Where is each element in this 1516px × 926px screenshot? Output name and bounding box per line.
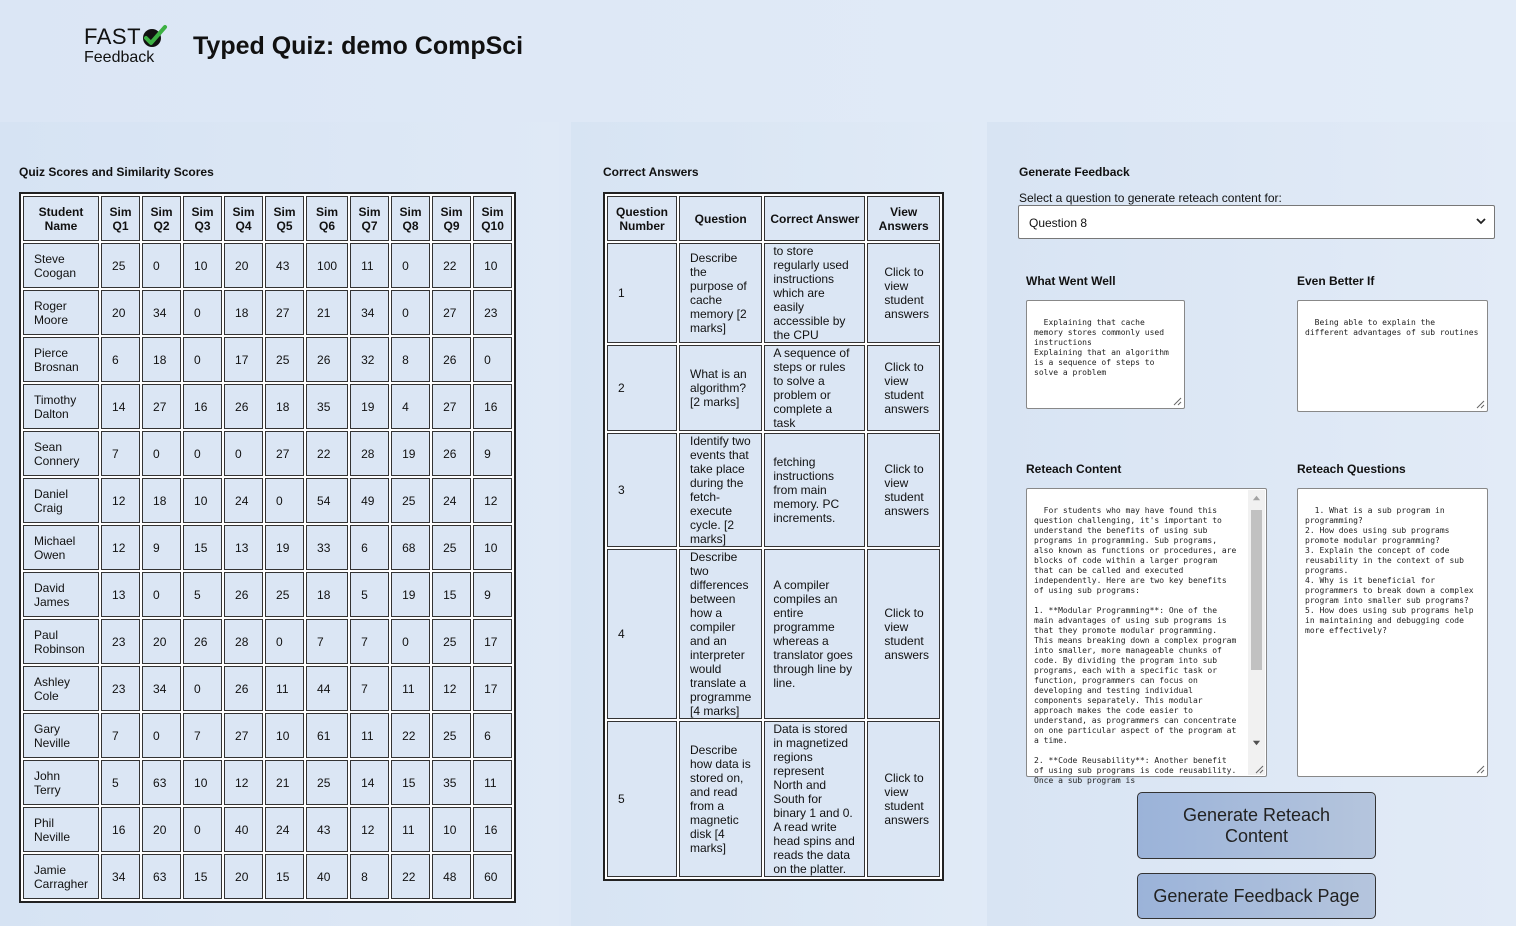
even-better-if-text: Being able to explain the different advantages of sub routines	[1305, 318, 1479, 337]
score-cell: 32	[350, 337, 389, 382]
score-cell: 17	[473, 666, 512, 711]
score-cell: 9	[473, 431, 512, 476]
score-cell: 23	[101, 619, 140, 664]
score-cell: 44	[306, 666, 348, 711]
score-cell: 10	[265, 713, 304, 758]
reteach-questions-title: Reteach Questions	[1297, 462, 1406, 476]
header-sim-q7: Sim Q7	[350, 196, 389, 241]
fast-feedback-logo[interactable]	[84, 22, 174, 72]
score-cell: 16	[183, 384, 222, 429]
score-cell: 0	[142, 243, 181, 288]
answers-section-title: Correct Answers	[603, 165, 699, 179]
page-title: Typed Quiz: demo CompSci	[193, 32, 524, 60]
score-cell: 0	[183, 666, 222, 711]
resize-handle-icon[interactable]	[1172, 396, 1182, 406]
score-cell: 24	[224, 478, 263, 523]
question-select-label: Select a question to generate reteach content for:	[1019, 191, 1282, 205]
student-name-cell: Jamie Carragher	[23, 854, 99, 899]
question-text-cell: What is an algorithm? [2 marks]	[679, 345, 762, 431]
score-cell: 0	[391, 619, 430, 664]
correct-answer-cell: A compiler compiles an entire programme whereas a translator goes through line by line.	[764, 549, 865, 719]
score-cell: 16	[473, 384, 512, 429]
view-answers-link[interactable]: Click to view student answers	[867, 243, 940, 343]
score-cell: 19	[391, 572, 430, 617]
score-cell: 12	[101, 478, 140, 523]
reteach-content-textarea[interactable]	[1026, 488, 1267, 785]
score-cell: 5	[183, 572, 222, 617]
score-cell: 43	[265, 243, 304, 288]
score-cell: 0	[142, 713, 181, 758]
score-cell: 40	[306, 854, 348, 899]
score-cell: 20	[142, 619, 181, 664]
header-sim-q2: Sim Q2	[142, 196, 181, 241]
score-cell: 63	[142, 854, 181, 899]
answers-header-cell: Question	[679, 196, 762, 241]
score-cell: 26	[432, 431, 471, 476]
score-cell: 33	[306, 525, 348, 570]
scroll-thumb[interactable]	[1251, 510, 1262, 670]
score-cell: 12	[350, 807, 389, 852]
score-cell: 0	[183, 290, 222, 335]
header-sim-q4: Sim Q4	[224, 196, 263, 241]
table-row	[23, 572, 512, 617]
table-row	[607, 345, 940, 431]
score-cell: 43	[306, 807, 348, 852]
score-cell: 21	[306, 290, 348, 335]
student-name-cell: John Terry	[23, 760, 99, 805]
score-cell: 25	[265, 572, 304, 617]
what-went-well-textarea[interactable]	[1026, 300, 1185, 409]
score-cell: 27	[432, 384, 471, 429]
score-cell: 61	[306, 713, 348, 758]
resize-handle-icon[interactable]	[1475, 399, 1485, 409]
score-cell: 5	[101, 760, 140, 805]
question-number-cell: 4	[607, 549, 677, 719]
score-cell: 0	[183, 337, 222, 382]
score-cell: 35	[432, 760, 471, 805]
score-cell: 6	[101, 337, 140, 382]
score-cell: 18	[224, 290, 263, 335]
view-answers-link[interactable]: Click to view student answers	[867, 433, 940, 547]
question-select[interactable]	[1018, 205, 1495, 239]
score-cell: 12	[432, 666, 471, 711]
score-cell: 13	[224, 525, 263, 570]
header-sim-q6: Sim Q6	[306, 196, 348, 241]
scroll-down-icon[interactable]	[1252, 738, 1261, 747]
student-name-cell: Ashley Cole	[23, 666, 99, 711]
header-sim-q10: Sim Q10	[473, 196, 512, 241]
header	[0, 0, 1516, 122]
student-name-cell: Daniel Craig	[23, 478, 99, 523]
question-select-value: Question 8	[1029, 216, 1088, 230]
score-cell: 19	[391, 431, 430, 476]
logo-feedback-text: Feedback	[84, 49, 155, 66]
score-cell: 49	[350, 478, 389, 523]
question-number-cell: 1	[607, 243, 677, 343]
reteach-questions-text: 1. What is a sub program in programming? 2. How does using sub programs promote modular programming? 3. Explain the concept of code reusability in the context of sub programs. 4. Why is it beneficial for programmers to break down a complex program into smaller sub programs? 5. How does using sub programs help in maintaining and debugging code more effectively?	[1305, 506, 1474, 635]
score-cell: 11	[350, 713, 389, 758]
view-answers-link[interactable]: Click to view student answers	[867, 345, 940, 431]
table-row	[23, 384, 512, 429]
score-cell: 54	[306, 478, 348, 523]
question-text-cell: Describe the purpose of cache memory [2 marks]	[679, 243, 762, 343]
header-sim-q3: Sim Q3	[183, 196, 222, 241]
score-cell: 34	[142, 666, 181, 711]
score-cell: 27	[432, 290, 471, 335]
score-cell: 18	[306, 572, 348, 617]
header-sim-q1: Sim Q1	[101, 196, 140, 241]
score-cell: 25	[265, 337, 304, 382]
header-sim-q5: Sim Q5	[265, 196, 304, 241]
correct-answer-cell: fetching instructions from main memory. PC increments.	[764, 433, 865, 547]
view-answers-link[interactable]: Click to view student answers	[867, 549, 940, 719]
score-cell: 28	[224, 619, 263, 664]
table-row	[607, 243, 940, 343]
score-cell: 0	[142, 431, 181, 476]
question-text-cell: Identify two events that take place during the fetch-execute cycle. [2 marks]	[679, 433, 762, 547]
generate-feedback-page-button[interactable]: Generate Feedback Page	[1137, 873, 1376, 919]
what-went-well-title: What Went Well	[1026, 274, 1116, 288]
score-cell: 22	[391, 713, 430, 758]
table-row	[607, 433, 940, 547]
score-cell: 15	[183, 525, 222, 570]
score-cell: 7	[350, 666, 389, 711]
score-cell: 10	[183, 478, 222, 523]
header-student-name: Student Name	[23, 196, 99, 241]
scores-header-row	[23, 196, 512, 241]
score-cell: 24	[432, 478, 471, 523]
score-cell: 12	[224, 760, 263, 805]
score-cell: 14	[350, 760, 389, 805]
resize-handle-icon[interactable]	[1254, 764, 1264, 774]
score-cell: 16	[101, 807, 140, 852]
score-cell: 15	[265, 854, 304, 899]
score-cell: 10	[183, 243, 222, 288]
score-cell: 25	[432, 619, 471, 664]
score-cell: 20	[142, 807, 181, 852]
score-cell: 10	[473, 243, 512, 288]
table-row	[23, 243, 512, 288]
table-row	[23, 525, 512, 570]
score-cell: 9	[142, 525, 181, 570]
score-cell: 26	[306, 337, 348, 382]
table-row	[23, 807, 512, 852]
score-cell: 18	[265, 384, 304, 429]
score-cell: 17	[473, 619, 512, 664]
score-cell: 34	[350, 290, 389, 335]
score-cell: 28	[350, 431, 389, 476]
question-text-cell: Describe how data is stored on, and read from a magnetic disk [4 marks]	[679, 721, 762, 877]
table-row	[23, 431, 512, 476]
score-cell: 26	[224, 572, 263, 617]
score-cell: 0	[265, 478, 304, 523]
score-cell: 18	[142, 478, 181, 523]
table-row	[23, 666, 512, 711]
correct-answer-cell: Data is stored in magnetized regions represent North and South for binary 1 and 0. A read write head spins and reads the data on the platter.	[764, 721, 865, 877]
score-cell: 27	[265, 290, 304, 335]
score-cell: 100	[306, 243, 348, 288]
answers-header-cell: Question Number	[607, 196, 677, 241]
student-name-cell: Timothy Dalton	[23, 384, 99, 429]
question-text-cell: Describe two differences between how a compiler and an interpreter would translate a programme [4 marks]	[679, 549, 762, 719]
score-cell: 40	[224, 807, 263, 852]
score-cell: 68	[391, 525, 430, 570]
score-cell: 11	[391, 807, 430, 852]
score-cell: 11	[473, 760, 512, 805]
score-cell: 20	[224, 854, 263, 899]
score-cell: 7	[306, 619, 348, 664]
table-row	[23, 478, 512, 523]
score-cell: 11	[265, 666, 304, 711]
score-cell: 0	[391, 290, 430, 335]
score-cell: 12	[473, 478, 512, 523]
table-row	[607, 549, 940, 719]
answers-header-cell: Correct Answer	[764, 196, 865, 241]
score-cell: 22	[306, 431, 348, 476]
reteach-content-title: Reteach Content	[1026, 462, 1122, 476]
score-cell: 27	[265, 431, 304, 476]
header-sim-q8: Sim Q8	[391, 196, 430, 241]
score-cell: 20	[224, 243, 263, 288]
student-name-cell: Steve Coogan	[23, 243, 99, 288]
what-went-well-text: Explaining that cache memory stores commonly used instructions Explaining that an algorithm is a sequence of steps to solve a problem	[1034, 318, 1169, 377]
logo-fast-text: FAST	[84, 24, 142, 49]
chevron-down-icon	[1476, 216, 1486, 226]
score-cell: 10	[473, 525, 512, 570]
score-cell: 34	[142, 290, 181, 335]
score-cell: 13	[101, 572, 140, 617]
student-name-cell: Michael Owen	[23, 525, 99, 570]
score-cell: 63	[142, 760, 181, 805]
score-cell: 4	[391, 384, 430, 429]
score-cell: 25	[306, 760, 348, 805]
table-row	[23, 713, 512, 758]
answers-header-cell: View Answers	[867, 196, 940, 241]
score-cell: 5	[350, 572, 389, 617]
generate-reteach-button[interactable]: Generate Reteach Content	[1137, 792, 1376, 859]
score-cell: 0	[473, 337, 512, 382]
score-cell: 25	[432, 525, 471, 570]
checkmark-icon	[138, 24, 168, 48]
student-name-cell: Pierce Brosnan	[23, 337, 99, 382]
student-name-cell: David James	[23, 572, 99, 617]
view-answers-link[interactable]: Click to view student answers	[867, 721, 940, 877]
table-row	[23, 854, 512, 899]
score-cell: 19	[350, 384, 389, 429]
student-name-cell: Roger Moore	[23, 290, 99, 335]
score-cell: 15	[391, 760, 430, 805]
table-row	[23, 760, 512, 805]
score-cell: 11	[350, 243, 389, 288]
feedback-section-title: Generate Feedback	[1019, 165, 1130, 179]
reteach-content-text: For students who may have found this question challenging, it's important to understand the benefits of using sub programs in programming. Sub programs, also known as functions or procedures, are blocks of code within a larger program that can be called and executed independently. Here are two key benefits of using sub programs: 1. **Modular Programming**: One of the main advantages of using sub programs is that they promote modular programming. This means breaking down a complex program into smaller, more manageable chunks of code. By dividing the program into sub programs, each with a specific task or function, programmers can focus on developing and testing individual components separately. This modular approach makes the code easier to understand, as programmers can concentrate on one particular aspect of the program at a time. 2. **Code Reusability**: Another benefit of using sub programs is code reusability. Once a sub program is	[1034, 506, 1237, 785]
score-cell: 8	[350, 854, 389, 899]
score-cell: 27	[142, 384, 181, 429]
score-cell: 27	[224, 713, 263, 758]
score-cell: 0	[183, 431, 222, 476]
score-cell: 0	[391, 243, 430, 288]
score-cell: 12	[101, 525, 140, 570]
score-cell: 48	[432, 854, 471, 899]
score-cell: 15	[183, 854, 222, 899]
scores-section-title: Quiz Scores and Similarity Scores	[19, 165, 214, 179]
student-name-cell: Sean Connery	[23, 431, 99, 476]
table-row	[23, 337, 512, 382]
correct-answer-cell: to store regularly used instructions which are easily accessible by the CPU	[764, 243, 865, 343]
score-cell: 6	[350, 525, 389, 570]
student-name-cell: Gary Neville	[23, 713, 99, 758]
score-cell: 19	[265, 525, 304, 570]
score-cell: 17	[224, 337, 263, 382]
table-row	[23, 619, 512, 664]
scores-table	[19, 192, 516, 903]
answers-table	[603, 192, 944, 881]
score-cell: 0	[224, 431, 263, 476]
question-number-cell: 3	[607, 433, 677, 547]
header-sim-q9: Sim Q9	[432, 196, 471, 241]
student-name-cell: Paul Robinson	[23, 619, 99, 664]
score-cell: 25	[391, 478, 430, 523]
score-cell: 7	[101, 713, 140, 758]
even-better-if-title: Even Better If	[1297, 274, 1375, 288]
score-cell: 0	[142, 572, 181, 617]
score-cell: 10	[432, 807, 471, 852]
reteach-questions-textarea[interactable]	[1297, 488, 1488, 777]
score-cell: 0	[265, 619, 304, 664]
table-row	[607, 721, 940, 877]
scroll-up-icon[interactable]	[1252, 494, 1261, 503]
even-better-if-textarea[interactable]	[1297, 300, 1488, 412]
reteach-scrollbar[interactable]	[1248, 490, 1265, 775]
score-cell: 26	[183, 619, 222, 664]
score-cell: 26	[224, 666, 263, 711]
score-cell: 25	[101, 243, 140, 288]
score-cell: 35	[306, 384, 348, 429]
question-number-cell: 5	[607, 721, 677, 877]
score-cell: 25	[432, 713, 471, 758]
score-cell: 10	[183, 760, 222, 805]
score-cell: 14	[101, 384, 140, 429]
score-cell: 34	[101, 854, 140, 899]
score-cell: 16	[473, 807, 512, 852]
score-cell: 21	[265, 760, 304, 805]
answers-header-row	[607, 196, 940, 241]
score-cell: 26	[224, 384, 263, 429]
score-cell: 26	[432, 337, 471, 382]
score-cell: 24	[265, 807, 304, 852]
score-cell: 18	[142, 337, 181, 382]
score-cell: 23	[101, 666, 140, 711]
score-cell: 23	[473, 290, 512, 335]
question-number-cell: 2	[607, 345, 677, 431]
student-name-cell: Phil Neville	[23, 807, 99, 852]
score-cell: 6	[473, 713, 512, 758]
score-cell: 7	[101, 431, 140, 476]
score-cell: 20	[101, 290, 140, 335]
score-cell: 0	[183, 807, 222, 852]
score-cell: 22	[391, 854, 430, 899]
score-cell: 22	[432, 243, 471, 288]
score-cell: 60	[473, 854, 512, 899]
correct-answer-cell: A sequence of steps or rules to solve a problem or complete a task	[764, 345, 865, 431]
score-cell: 9	[473, 572, 512, 617]
score-cell: 7	[183, 713, 222, 758]
resize-handle-icon[interactable]	[1475, 764, 1485, 774]
score-cell: 7	[350, 619, 389, 664]
score-cell: 11	[391, 666, 430, 711]
score-cell: 8	[391, 337, 430, 382]
score-cell: 15	[432, 572, 471, 617]
table-row	[23, 290, 512, 335]
